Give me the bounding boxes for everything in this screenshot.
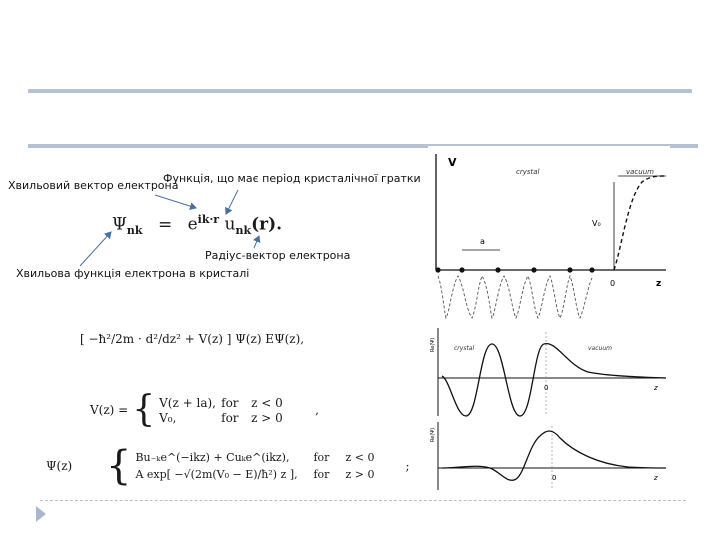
wavefunction-lhs: Ψ(z) xyxy=(46,459,73,473)
arrow-to-exponent xyxy=(155,195,196,208)
bottom-x-label: z xyxy=(654,474,658,482)
wavefunction-row2-cond: z > 0 xyxy=(345,468,375,481)
barrier-label: V₀ xyxy=(592,219,601,228)
bloch-equation xyxy=(112,213,282,237)
psi-symbol: Ψ xyxy=(112,214,127,235)
potential-region-vacuum: vacuum xyxy=(626,168,654,176)
wavefunction-row2-for: for xyxy=(313,468,330,481)
slide-nav-arrow-icon[interactable] xyxy=(36,506,46,522)
wavefunction-equation xyxy=(46,443,410,489)
potential-row1-cond: z < 0 xyxy=(251,395,283,410)
arrow-to-u xyxy=(226,190,238,214)
potential-origin: 0 xyxy=(610,279,616,288)
potential-y-label: V xyxy=(448,156,457,169)
middle-y-label: Re(Ψ) xyxy=(430,337,436,352)
potential-row2-expr: V₀, xyxy=(159,410,177,425)
middle-x-label: z xyxy=(654,384,658,392)
crystal-surface-figure xyxy=(428,146,670,494)
figure-background xyxy=(428,146,670,494)
bottom-origin: 0 xyxy=(552,474,557,482)
potential-x-label: z xyxy=(656,279,662,289)
u-subscript: nk xyxy=(235,224,252,238)
potential-region-crystal: crystal xyxy=(516,168,540,176)
potential-row2-cond: z > 0 xyxy=(251,410,283,425)
lattice-atom xyxy=(531,267,536,272)
lattice-atom xyxy=(567,267,572,272)
exp-power: ik·r xyxy=(197,213,220,226)
wavefunction-trail: ; xyxy=(405,459,410,473)
label-radius-vector: Радіус-вектор електрона xyxy=(205,249,351,262)
potential-row1-expr: V(z + la), xyxy=(159,395,216,410)
wavefunction-brace: { xyxy=(106,443,132,489)
label-periodic-function: Функція, що має період кристалічної гратки xyxy=(163,172,421,185)
lattice-atom xyxy=(459,267,464,272)
lattice-atom xyxy=(435,267,440,272)
middle-region-vacuum: vacuum xyxy=(588,345,612,352)
arrow-to-r xyxy=(254,236,259,248)
potential-equation xyxy=(90,389,319,430)
exp-base: e xyxy=(187,214,198,235)
u-symbol: u xyxy=(224,214,236,235)
wavefunction-row1-cond: z < 0 xyxy=(345,451,375,464)
footer-divider xyxy=(40,500,686,501)
u-argument: (r). xyxy=(251,214,283,235)
middle-region-crystal: crystal xyxy=(454,345,475,352)
lattice-atom xyxy=(495,267,500,272)
lattice-atom xyxy=(589,267,594,272)
bottom-y-label: Re(Ψ) xyxy=(430,427,436,442)
label-wave-function: Хвильова функція електрона в кристалі xyxy=(16,267,250,280)
label-wave-vector: Хвильовий вектор електрона xyxy=(8,179,179,192)
middle-origin: 0 xyxy=(544,384,549,392)
potential-brace: { xyxy=(132,389,156,430)
wavefunction-row1-expr: Bu₋ₖe^(−ikz) + Cuₖe^(ikz), xyxy=(135,451,290,464)
psi-subscript: nk xyxy=(126,224,143,238)
equals-sign: = xyxy=(157,214,173,235)
arrow-to-psi xyxy=(80,232,111,266)
potential-row2-for: for xyxy=(221,410,239,425)
period-label: a xyxy=(480,237,485,246)
schrodinger-equation: [ −ħ²/2m · d²/dz² + V(z) ] Ψ(z) EΨ(z), xyxy=(80,332,305,346)
wavefunction-row1-for: for xyxy=(313,451,330,464)
potential-lhs: V(z) = xyxy=(90,403,129,417)
potential-row1-for: for xyxy=(221,395,239,410)
annotation-arrows xyxy=(0,0,440,300)
wavefunction-row2-expr: A exp[ −√(2m(V₀ − E)/ħ²) z ], xyxy=(135,468,298,481)
potential-trail: , xyxy=(315,403,319,417)
